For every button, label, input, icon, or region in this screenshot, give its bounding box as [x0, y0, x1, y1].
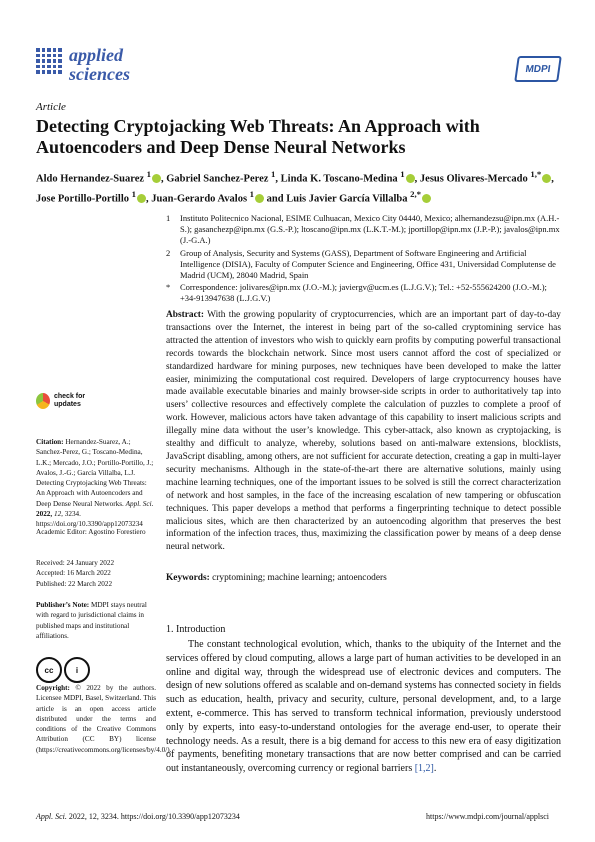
- mdpi-logo: MDPI: [514, 56, 562, 82]
- orcid-icon[interactable]: [137, 194, 146, 203]
- reference-link[interactable]: [1,2]: [414, 763, 434, 775]
- correspondence: * Correspondence: jolivares@ipn.mx (J.O.-M.); javiergv@ucm.es (L.J.G.V.); Tel.: +52-555624200 (J.O.-M.); +34-913947638 (L.J.G.V.): [166, 282, 547, 304]
- keywords: Keywords: cryptomining; machine learning; antoencoders: [166, 573, 387, 583]
- citation: Citation: Hernandez-Suarez, A.; Sanchez-Perez, G.; Toscano-Medina, L.K.; Mercado, J.O.; Portillo-Portillo, J.; Avalos, J.-G.; García Villalba, L.J. Detecting Cryptojacking Web Threats: An Approach with Autoencoders and Deep Dense Neural Networks. Appl. Sci. 2022, 12, 3234. https://doi.org/10.3390/app12073234: [36, 438, 154, 529]
- orcid-icon[interactable]: [406, 174, 415, 183]
- affiliations: [166, 213, 561, 306]
- dates: Received: 24 January 2022 Accepted: 16 March 2022 Published: 22 March 2022: [36, 559, 115, 588]
- publisher-note: Publisher’s Note: MDPI stays neutral with regard to jurisdictional claims in published maps and institutional affiliations.: [36, 601, 147, 640]
- journal-logo-icon: [36, 48, 62, 74]
- orcid-icon[interactable]: [542, 174, 551, 183]
- abstract: Abstract: With the growing popularity of cryptocurrencies, which are an important part of day-to-day transactions over the Internet, the interest in being part of the so-called cryptomining service has attracted the attention of investors who wish to quickly earn profits by computing powerful transactional records towards the blockchain network. Since most users cannot afford the cost of specialized or standardized hardware for mining purposes, new techniques have been developed to make the latter easier, minimizing the computational cost required. Developers of large cryptocurrency houses have made available executable binaries and mainly browser-side scripts in order to authoritatively tap into users’ collective resources and effectively complete the calculation of puzzles to complete a proof of work. However, malicious actors have taken advantage of this capability to insert malicious scripts and illegally mine data without the user’s knowledge. This cyber-attack, also known as cryptojacking, is stealthy and difficult to analyze, whereby, solutions based on anti-malware extensions, blocklists, JavaScript disabling, among others, are not sufficient for accurate detection, creating a gap in multi-layer security mechanisms. Although in the state-of-the-art there are alternative solutions, mainly using machine learning techniques, one of the important issues to be solved is still the correct characterization of network and host samples, in the face of the increasing escalation of new tampering or obfuscation techniques. This paper develops a method that performs a fingerprinting technique to detect possible malicious sites, which are then characterized by an autoencoding algorithm that preserves the best information of the infection traces, thus, maximizing the classification power by means of a deep dense neural network.: [166, 310, 561, 553]
- affiliation-item: 2 Group of Analysis, Security and Systems (GASS), Department of Software Engineering and Artificial Intelligence (DISIA), Faculty of Computer Science and Engineering, Office 431, Universidad Complutense de Madrid (UCM), 28040 Madrid, Spain: [166, 247, 556, 281]
- orcid-icon[interactable]: [422, 194, 431, 203]
- footer-citation: Appl. Sci. 2022, 12, 3234. https://doi.org/10.3390/app12073234: [36, 812, 240, 821]
- intro-paragraph: The constant technological evolution, which, thanks to the ubiquity of the Internet and the services offered by cloud computing, allows a large part of human activities to be developed in an online and digital way, through the widespread use of electronic devices and computers. The design of new solutions offered as scalable and on-demand systems has connected society in fields such as education, health, privacy and security, culture, personal development, and, to a large extent, e-commerce. This has served to transform technical information, previously understood only by experts, into easy-to-understand ontologies for the average end-user, to operate their technology needs. As a result, there is a big demand for access to this new era of easy digitization of payments, benefiting monetary transactions that are now better comprised and can be carried out instantaneously, overcoming currency or regional barriers [1,2].: [166, 639, 561, 775]
- author-list: Aldo Hernandez-Suarez $^1$ , Gabriel Sanchez-Perez $^1$, Linda K. Toscano-Medina $^1$ , Jesus Olivares-Mercado $^{1,*}$ , Jose Portillo-Portillo $^1$ , Juan-Gerardo Avalos $^1$ and Luis Javier García Villalba $^{2,*}$: [36, 169, 554, 205]
- article-type: Article: [36, 101, 66, 113]
- journal-name: applied sciences: [69, 45, 130, 84]
- copyright: Copyright: © 2022 by the authors. Licensee MDPI, Basel, Switzerland. This article is an open access article distributed under the terms and conditions of the Creative Commons Attribution (CC BY) license (https://creativecommons.org/licenses/by/4.0/).: [36, 684, 172, 754]
- orcid-icon[interactable]: [255, 194, 264, 203]
- orcid-icon[interactable]: [152, 174, 161, 183]
- cc-by-license-icon[interactable]: cc i: [36, 657, 90, 683]
- check-for-updates-badge[interactable]: check for updates: [36, 393, 85, 409]
- check-updates-icon: [36, 393, 50, 409]
- paper-title: Detecting Cryptojacking Web Threats: An Approach with Autoencoders and Deep Dense Neural Networks: [36, 116, 480, 157]
- footer-url[interactable]: https://www.mdpi.com/journal/applsci: [426, 812, 550, 821]
- section-heading: 1. Introduction: [166, 624, 226, 635]
- academic-editor: Academic Editor: Agostino Forestiero: [36, 528, 146, 536]
- affiliation-item: 1 Instituto Politecnico Nacional, ESIME Culhuacan, Mexico City 04440, Mexico; alhernandezsu@ipn.mx (A.H.-S.); gasanchezp@ipn.mx (G.S.-P.); ltoscano@ipn.mx (L.K.T.-M.); jportillop@ipn.mx (J.P.-P.); javalos@ipn.mx (J.-G.A.): [166, 213, 560, 246]
